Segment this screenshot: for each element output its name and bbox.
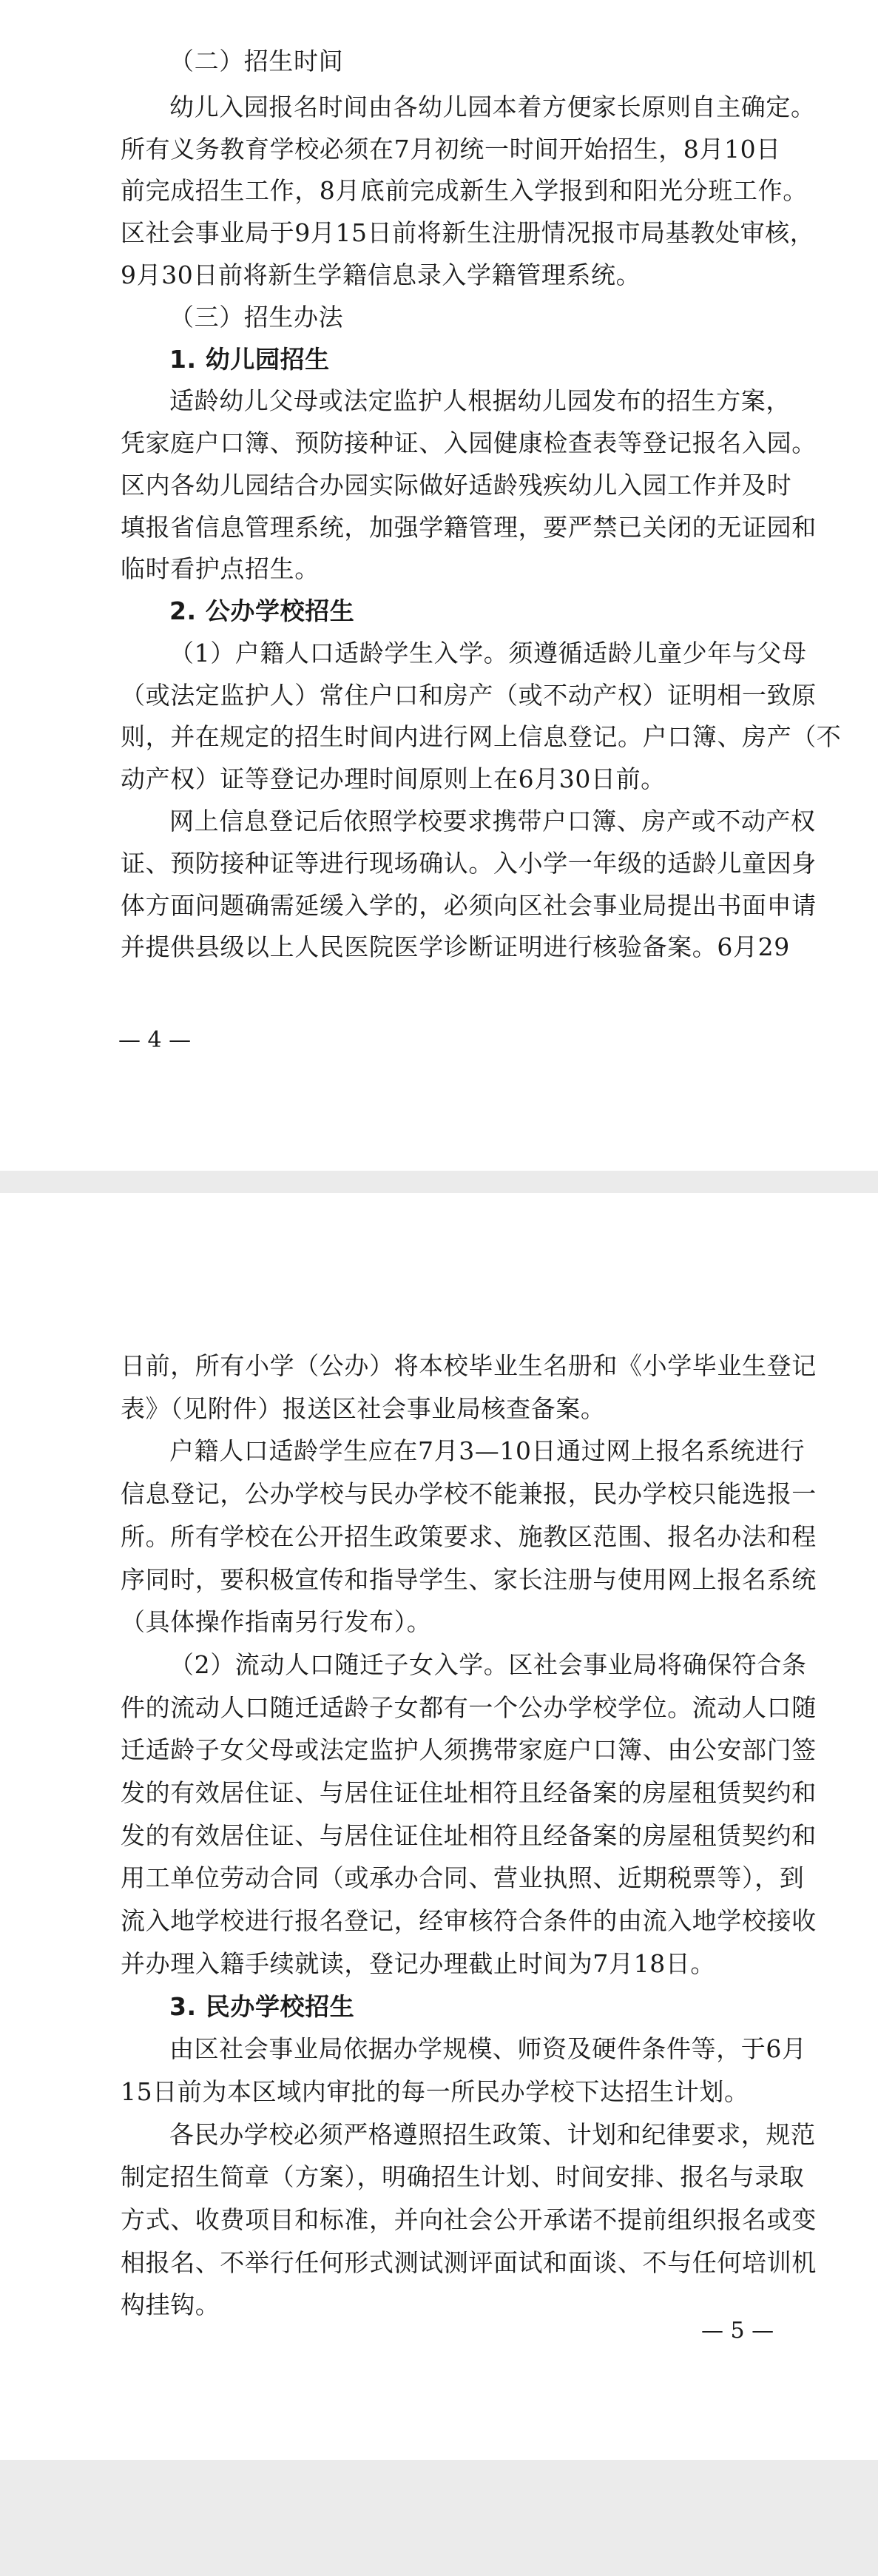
paragraph-line: 所。所有学校在公开招生政策要求、施教区范围、报名办法和程 [121,1522,817,1551]
page-number: — 5 — [701,2318,774,2344]
paragraph-line: 填报省信息管理系统，加强学籍管理，要严禁已关闭的无证园和 [121,513,817,542]
paragraph-line: 适龄幼儿父母或法定监护人根据幼儿园发布的招生方案， [169,386,791,415]
paragraph-line: 证、预防接种证等进行现场确认。入小学一年级的适龄儿童因身 [121,849,817,878]
paragraph-line: 相报名、不举行任何形式测试测评面试和面谈、不与任何培训机 [121,2248,817,2277]
paragraph-line: 制定招生简章（方案），明确招生计划、时间安排、报名与录取 [121,2162,805,2191]
paragraph-line: 序同时，要积极宣传和指导学生、家长注册与使用网上报名系统 [121,1565,817,1594]
paragraph-line: 凭家庭户口簿、预防接种证、入园健康检查表等登记报名入园。 [121,428,817,457]
paragraph-line: 15日前为本区域内审批的每一所民办学校下达招生计划。 [121,2077,749,2106]
page-number: — 4 — [118,1027,192,1053]
paragraph-line: 幼儿入园报名时间由各幼儿园本着方便家长原则自主确定。 [169,93,816,121]
paragraph-line: 迁适龄子女父母或法定监护人须携带家庭户口簿、由公安部门签 [121,1735,817,1764]
subheading-private-schools: 3. 民办学校招生 [169,1992,355,2021]
paragraph-line: 日前，所有小学（公办）将本校毕业生名册和《小学毕业生登记 [121,1351,817,1380]
paragraph-line: 区内各幼儿园结合办园实际做好适龄残疾幼儿入园工作并及时 [121,471,792,500]
subheading-public-schools: 2. 公办学校招生 [169,596,355,625]
paragraph-line: （2）流动人口随迁子女入学。区社会事业局将确保符合条 [169,1650,807,1679]
paragraph-line: 件的流动人口随迁适龄子女都有一个公办学校学位。流动人口随 [121,1693,817,1722]
paragraph-line: 区社会事业局于9月15日前将新生注册情况报市局基教处审核， [121,218,815,247]
paragraph-line: 流入地学校进行报名登记，经审核符合条件的由流入地学校接收 [121,1906,817,1935]
paragraph-line: 临时看护点招生。 [121,554,320,583]
paragraph-line: 表》（见附件）报送区社会事业局核查备案。 [121,1394,606,1423]
paragraph-line: 前完成招生工作，8月底前完成新生入学报到和阳光分班工作。 [121,176,808,205]
paragraph-line: 用工单位劳动合同（或承办合同、营业执照、近期税票等），到 [121,1863,805,1892]
paragraph-line: 并提供县级以上人民医院医学诊断证明进行核验备案。6月29 [121,932,790,961]
paragraph-line: 所有义务教育学校必须在7月初统一时间开始招生，8月10日 [121,135,781,164]
paragraph-line: 信息登记，公办学校与民办学校不能兼报，民办学校只能选报一 [121,1479,817,1508]
paragraph-line: （1）户籍人口适龄学生入学。须遵循适龄儿童少年与父母 [169,639,807,667]
paragraph-line: 户籍人口适龄学生应在7月3—10日通过网上报名系统进行 [169,1436,806,1465]
paragraph-line: （具体操作指南另行发布）。 [121,1607,432,1636]
paragraph-line: 发的有效居住证、与居住证住址相符且经备案的房屋租赁契约和 [121,1821,817,1850]
section-heading-enrollment-time: （二）招生时间 [169,47,344,75]
paragraph-line: 网上信息登记后依照学校要求携带户口簿、房产或不动产权 [169,807,816,835]
paragraph-line: 体方面问题确需延缓入学的，必须向区社会事业局提出书面申请 [121,891,817,920]
paragraph-line: （或法定监护人）常住户口和房产（或不动产权）证明相一致原 [121,681,817,710]
paragraph-line: 方式、收费项目和标准，并向社会公开承诺不提前组织报名或变 [121,2205,817,2234]
paragraph-line: 9月30日前将新生学籍信息录入学籍管理系统。 [121,260,641,289]
paragraph-line: 则，并在规定的招生时间内进行网上信息登记。户口簿、房产（不 [121,722,842,751]
paragraph-line: 并办理入籍手续就读，登记办理截止时间为7月18日。 [121,1949,715,1978]
paragraph-line: 构挂钩。 [121,2290,220,2319]
subheading-kindergarten: 1. 幼儿园招生 [169,345,330,374]
paragraph-line: 动产权）证等登记办理时间原则上在6月30日前。 [121,764,666,793]
paragraph-line: 由区社会事业局依据办学规模、师资及硬件条件等，于6月 [169,2034,807,2063]
section-heading-enrollment-methods: （三）招生办法 [169,303,344,332]
paragraph-line: 各民办学校必须严格遵照招生政策、计划和纪律要求，规范 [169,2120,816,2149]
paragraph-line: 发的有效居住证、与居住证住址相符且经备案的房屋租赁契约和 [121,1778,817,1807]
